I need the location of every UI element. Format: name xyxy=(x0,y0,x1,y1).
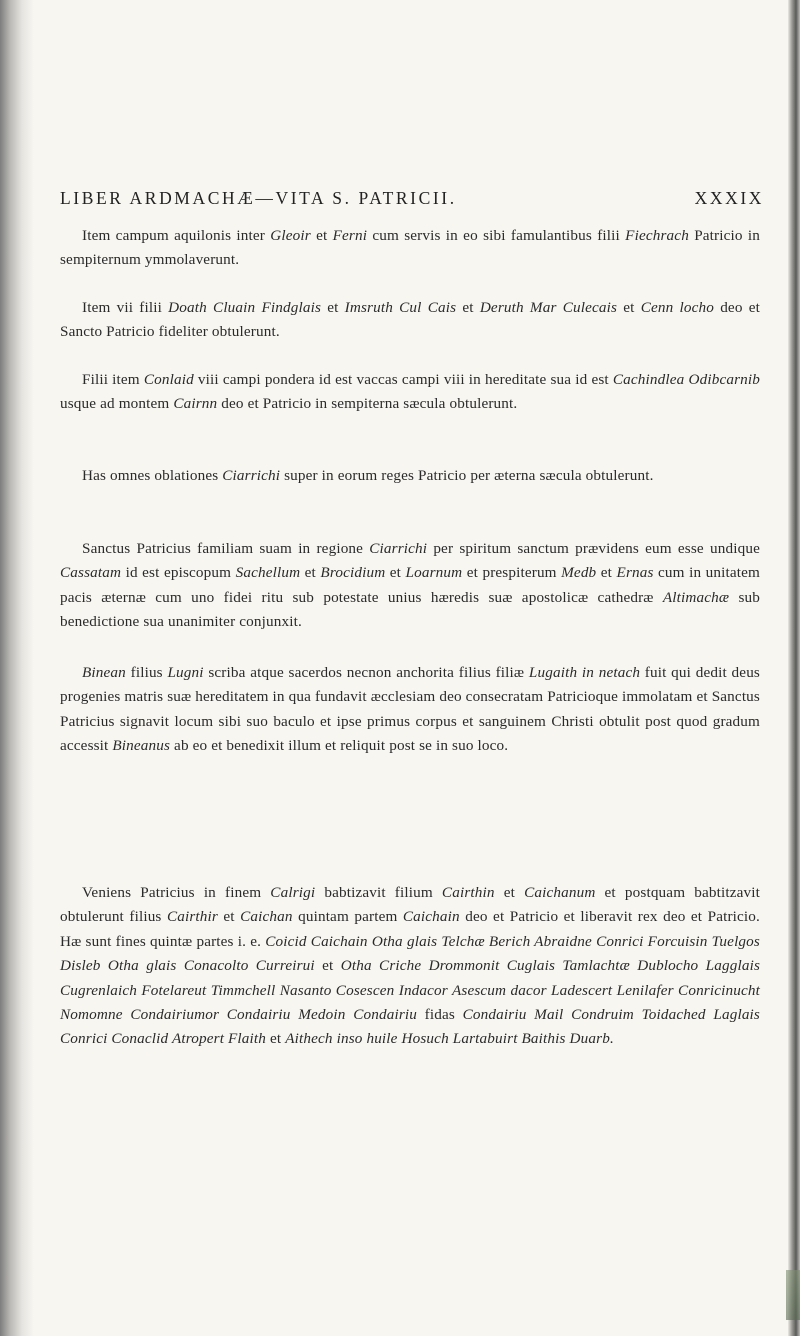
text-run: filius xyxy=(125,664,168,681)
italic-name-run: Gleoir xyxy=(270,227,311,244)
paragraph-1 xyxy=(60,224,760,273)
text-run: et xyxy=(596,564,617,582)
text-run: et postquam babtitzavit obtulerunt filius xyxy=(60,884,760,926)
text-run: usque ad montem xyxy=(60,395,174,413)
text-run: et xyxy=(310,227,333,244)
text-run: et xyxy=(266,1030,286,1048)
italic-name-run: Otha Criche Drommonit Cuglais Tamlachtæ Dublocho Lagglais Cugrenlaich Fotelareut Timmchell Nasanto Cosescen Indacor Asescum dacor Ladescert Lenilafer Conricinucht Nomomne Condairiumor Condairiu Medoin Condairiu xyxy=(60,957,761,1024)
italic-name-run: Imsruth Cul Cais xyxy=(344,299,457,316)
italic-name-run: Lugaith in netach xyxy=(528,664,641,681)
paragraph-5 xyxy=(60,537,760,635)
text-run: cum in unitatem pacis æternæ cum uno fidei ritu sub potestate unius hæredis suæ apostolicæ cathedræ xyxy=(60,564,761,606)
text-run: babtizavit filium xyxy=(315,884,442,901)
text-run: deo et Patricio et liberavit rex deo et Patricio. Hæ sunt fines quintæ partes i. e. xyxy=(60,908,760,950)
text-run: Item vii filii xyxy=(82,299,169,316)
text-run: Veniens Patricius in finem xyxy=(82,884,271,901)
text-run: quintam partem xyxy=(292,908,403,926)
italic-name-run: Sachellum xyxy=(235,564,301,582)
italic-name-run: Deruth Mar Culecais xyxy=(479,299,618,316)
italic-name-run: Calrigi xyxy=(270,884,316,901)
italic-name-run: Brocidium xyxy=(320,564,386,582)
paragraph-2 xyxy=(60,296,760,345)
text-run: et xyxy=(385,564,406,582)
italic-name-run: Caichan xyxy=(240,908,293,926)
text-run: et xyxy=(314,957,341,975)
paragraph-4 xyxy=(60,464,760,488)
text-run: Has omnes oblationes xyxy=(82,467,223,484)
italic-name-run: Loarnum xyxy=(405,564,463,582)
text-run: et xyxy=(617,299,641,316)
italic-name-run: Aithech inso huile Hosuch Lartabuirt Baithis Duarb. xyxy=(285,1030,614,1048)
italic-name-run: Cassatam xyxy=(60,564,122,582)
italic-name-run: Ferni xyxy=(332,227,368,244)
text-run: id est episcopum xyxy=(121,564,236,582)
text-run: scriba atque sacerdos necnon anchorita filius filiæ xyxy=(203,664,529,681)
text-run: per spiritum sanctum prævidens eum esse undique xyxy=(427,540,760,557)
text-run: ab eo et benedixit illum et reliquit post se in suo loco. xyxy=(170,737,509,755)
italic-name-run: Ernas xyxy=(616,564,654,582)
italic-name-run: Coicid Caichain Otha glais Telchæ Berich Abraidne Conrici Forcuisin Tuelgos Disleb Otha glais Conacolto Curreirui xyxy=(60,932,760,975)
text-run: fuit qui dedit deus progenies matris suæ hereditatem in qua fundavit æcclesiam deo consecratam Patricioque immolatam et Sanctus Patricius signavit locum sibi suo baculo et ipse primus corpus et sanguinem Christi obtulit post quod gradum accessit xyxy=(60,664,760,755)
text-run: deo et Sancto Patricio fideliter obtulerunt. xyxy=(60,299,761,341)
italic-name-run: Ciarrichi xyxy=(369,540,428,557)
text-run: fidas xyxy=(417,1006,463,1024)
italic-name-run: Caichain xyxy=(402,908,460,926)
italic-name-run: Fiechrach xyxy=(625,227,689,244)
library-stamp-mark xyxy=(786,1270,800,1320)
italic-name-run: Doath Cluain Findglais xyxy=(168,299,322,316)
text-run: et xyxy=(217,908,241,926)
paragraph-3 xyxy=(60,368,760,417)
italic-name-run: Binean xyxy=(82,664,126,681)
italic-name-run: Lugni xyxy=(167,664,204,681)
text-run: et xyxy=(494,884,525,901)
italic-name-run: Cairthin xyxy=(441,884,495,901)
italic-name-run: Cairthir xyxy=(166,908,218,926)
italic-name-run: Medb xyxy=(561,564,597,582)
text-run: Item campum aquilonis inter xyxy=(82,227,271,244)
text-run: et xyxy=(321,299,345,316)
italic-name-run: Cenn locho xyxy=(640,299,715,316)
text-run: deo et Patricio in sempiterna sæcula obtulerunt. xyxy=(217,395,518,413)
italic-name-run: Condairiu Mail Condruim Toidached Laglais Conrici Conaclid Atropert Flaith xyxy=(60,1006,760,1048)
running-header-title: LIBER ARDMACHÆ—VITA S. PATRICII. xyxy=(60,188,457,208)
text-run: Sanctus Patricius familiam suam in regione xyxy=(82,540,370,557)
text-run: Filii item xyxy=(82,371,144,388)
text-run: super in eorum reges Patricio per æterna sæcula obtulerunt. xyxy=(280,467,654,484)
italic-name-run: Conlaid xyxy=(143,371,194,388)
text-run: Patricio in sempiternum ymmolaverunt. xyxy=(60,227,761,269)
italic-name-run: Altimachæ xyxy=(662,588,730,606)
italic-name-run: Cachindlea Odibcarnib xyxy=(612,371,760,388)
page-binding-edge xyxy=(788,0,800,1336)
italic-name-run: Cairnn xyxy=(173,395,218,413)
text-run: cum servis in eo sibi famulantibus filii xyxy=(367,227,626,244)
italic-name-run: Ciarrichi xyxy=(222,467,281,484)
text-run: viii campi pondera id est vaccas campi viii in hereditate sua id est xyxy=(193,371,613,388)
paragraph-7 xyxy=(60,881,760,1052)
paragraph-6 xyxy=(60,661,760,759)
text-run: et prespiterum xyxy=(462,564,562,582)
page-number: XXXIX xyxy=(694,188,764,208)
text-run: et xyxy=(300,564,321,582)
text-run: sub benedictione sua unanimiter conjunxit. xyxy=(60,588,760,631)
italic-name-run: Caichanum xyxy=(524,884,596,901)
page-left-margin-shadow xyxy=(0,0,34,1336)
text-run: et xyxy=(456,299,480,316)
italic-name-run: Bineanus xyxy=(112,737,171,755)
